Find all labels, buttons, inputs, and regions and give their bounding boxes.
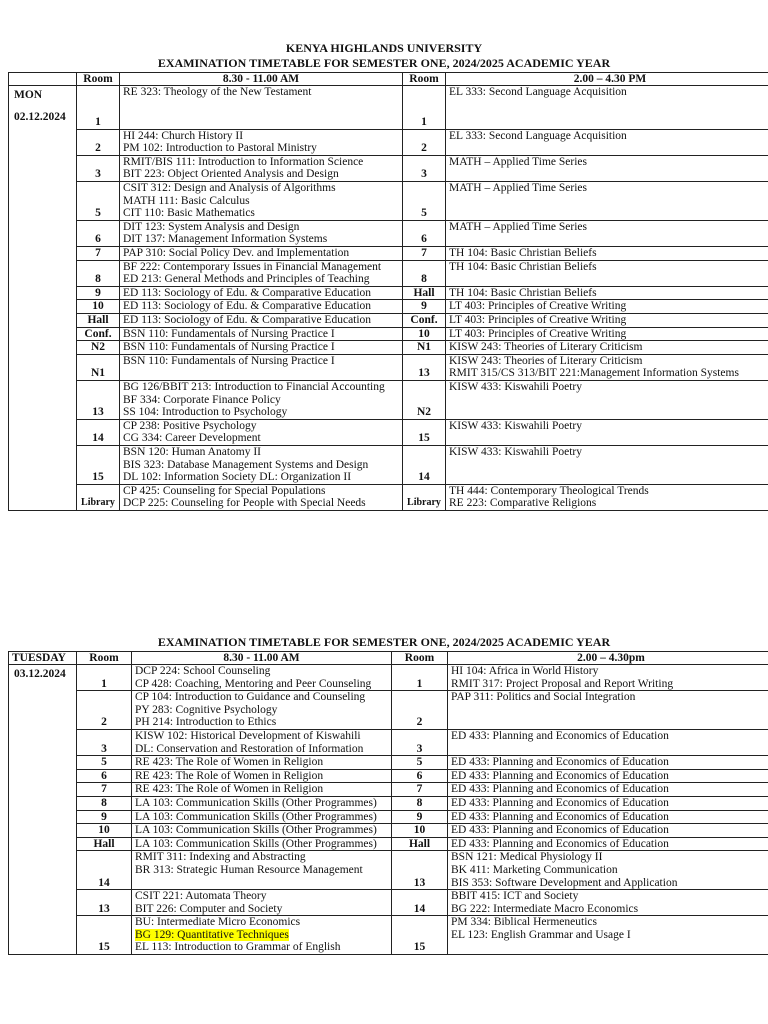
course-entry: PH 214: Introduction to Ethics <box>135 716 277 729</box>
empty-header-cell <box>9 73 77 86</box>
day-column-cell <box>9 796 77 810</box>
course-entry: TH 104: Basic Christian Beliefs <box>449 247 597 260</box>
course-entry: DCP 225: Counseling for People with Special Needs <box>123 497 366 510</box>
course-entry: RMIT 315/CS 313/BIT 221:Management Information Systems <box>449 367 739 380</box>
morning-room-cell: 13 <box>77 380 120 419</box>
day-column-cell <box>9 86 77 130</box>
room-header: Room <box>77 652 132 665</box>
table-row <box>9 796 768 810</box>
table-row <box>9 300 768 314</box>
course-entry: KISW 243: Theories of Literary Criticism <box>449 354 643 367</box>
course-entry: RE 423: The Role of Women in Religion <box>135 783 324 796</box>
afternoon-room-cell: 1 <box>392 665 448 691</box>
afternoon-courses-cell <box>448 810 768 824</box>
afternoon-room-cell: 3 <box>392 729 448 755</box>
afternoon-room-cell: 13 <box>392 851 448 890</box>
course-entry: LA 103: Communication Skills (Other Programmes) <box>135 837 377 850</box>
morning-room-cell: Hall <box>77 314 120 328</box>
afternoon-room-cell: 7 <box>403 247 446 261</box>
morning-courses-cell <box>132 837 392 851</box>
day-label: MON <box>14 89 43 101</box>
morning-courses-cell <box>120 327 403 341</box>
table-row <box>9 380 768 419</box>
morning-courses-cell <box>120 419 403 445</box>
table-row <box>9 824 768 838</box>
day-column-cell <box>9 286 77 300</box>
morning-room-cell: 6 <box>77 769 132 783</box>
afternoon-courses-cell <box>448 796 768 810</box>
afternoon-room-cell: N1 <box>403 341 446 355</box>
morning-courses-cell <box>132 796 392 810</box>
day-column-cell <box>9 810 77 824</box>
course-entry: DL 102: Information Society DL: Organization II <box>123 471 352 484</box>
morning-courses-cell <box>132 729 392 755</box>
course-entry: ED 433: Planning and Economics of Education <box>451 837 669 850</box>
afternoon-session-header: 2.00 – 4.30pm <box>448 652 768 665</box>
morning-room-cell: 1 <box>77 86 120 130</box>
day-column-cell <box>9 341 77 355</box>
morning-room-cell: Library <box>77 484 120 510</box>
afternoon-room-cell: 9 <box>403 300 446 314</box>
day-column-cell <box>9 220 77 246</box>
day-column-cell <box>9 419 77 445</box>
morning-courses-cell <box>120 86 403 130</box>
course-entry: TH 104: Basic Christian Beliefs <box>449 286 597 299</box>
morning-courses-cell <box>132 665 392 691</box>
course-entry: BK 411: Marketing Communication <box>451 863 618 876</box>
morning-courses-cell <box>132 890 392 916</box>
monday-timetable <box>8 72 768 511</box>
afternoon-room-cell: 3 <box>403 155 446 181</box>
morning-courses-cell <box>120 247 403 261</box>
course-entry: CIT 110: Basic Mathematics <box>123 207 255 220</box>
course-entry: KISW 102: Historical Development of Kiswahili <box>135 729 361 742</box>
course-entry: MATH 111: Basic Calculus <box>123 194 250 207</box>
morning-courses-cell <box>120 445 403 484</box>
afternoon-room-cell: 14 <box>392 890 448 916</box>
morning-courses-cell <box>120 129 403 155</box>
course-entry: EL 123: English Grammar and Usage I <box>451 928 631 941</box>
morning-room-cell: 10 <box>77 300 120 314</box>
afternoon-room-cell: 9 <box>392 810 448 824</box>
afternoon-courses-cell <box>446 445 768 484</box>
course-entry: ED 433: Planning and Economics of Education <box>451 769 669 782</box>
course-entry: CSIT 221: Automata Theory <box>135 890 267 903</box>
course-entry: LA 103: Communication Skills (Other Programmes) <box>135 824 377 837</box>
morning-room-cell: Conf. <box>77 327 120 341</box>
afternoon-room-cell: Conf. <box>403 314 446 328</box>
morning-courses-cell <box>120 182 403 221</box>
morning-session-header: 8.30 - 11.00 AM <box>132 652 392 665</box>
table-row <box>9 129 768 155</box>
course-entry: CP 104: Introduction to Guidance and Counseling <box>135 691 366 704</box>
day-column-cell <box>9 445 77 484</box>
morning-courses-cell <box>120 220 403 246</box>
morning-room-cell: 15 <box>77 916 132 955</box>
table-row <box>9 691 768 730</box>
course-entry: RMIT 311: Indexing and Abstracting <box>135 851 306 864</box>
afternoon-courses-cell <box>448 691 768 730</box>
afternoon-courses-cell <box>446 247 768 261</box>
morning-courses-cell <box>132 824 392 838</box>
morning-courses-cell <box>120 300 403 314</box>
afternoon-room-cell: 13 <box>403 354 446 380</box>
table-row <box>9 890 768 916</box>
morning-courses-cell <box>132 769 392 783</box>
morning-room-cell: N1 <box>77 354 120 380</box>
afternoon-courses-cell <box>446 286 768 300</box>
table-row <box>9 86 768 130</box>
course-entry: BG 222: Intermediate Macro Economics <box>451 902 639 915</box>
afternoon-room-cell: 14 <box>403 445 446 484</box>
morning-room-cell: 7 <box>77 783 132 797</box>
afternoon-courses-cell <box>448 665 768 691</box>
course-entry: ED 433: Planning and Economics of Education <box>451 824 669 837</box>
table-row <box>9 314 768 328</box>
course-entry: RE 423: The Role of Women in Religion <box>135 756 324 769</box>
course-entry: HI 244: Church History II <box>123 129 244 142</box>
morning-room-cell: 10 <box>77 824 132 838</box>
course-entry: BIT 223: Object Oriented Analysis and Design <box>123 168 339 181</box>
afternoon-courses-cell <box>446 354 768 380</box>
day-label: TUESDAY <box>9 652 77 665</box>
room-header: Room <box>77 73 120 86</box>
course-entry: RE 223: Comparative Religions <box>449 497 597 510</box>
afternoon-room-cell: 2 <box>392 691 448 730</box>
course-entry: ED 433: Planning and Economics of Education <box>451 783 669 796</box>
day-column-cell <box>9 129 77 155</box>
morning-session-header: 8.30 - 11.00 AM <box>120 73 403 86</box>
afternoon-courses-cell <box>446 155 768 181</box>
afternoon-room-cell: 8 <box>392 796 448 810</box>
afternoon-courses-cell <box>446 484 768 510</box>
course-entry: ED 433: Planning and Economics of Education <box>451 756 669 769</box>
morning-room-cell: 5 <box>77 756 132 770</box>
morning-room-cell: 1 <box>77 665 132 691</box>
afternoon-courses-cell <box>448 916 768 955</box>
afternoon-courses-cell <box>446 300 768 314</box>
afternoon-courses-cell <box>446 341 768 355</box>
table-row <box>9 851 768 890</box>
day-column-cell <box>9 380 77 419</box>
table-row <box>9 327 768 341</box>
day-column-cell <box>9 327 77 341</box>
morning-room-cell: 6 <box>77 220 120 246</box>
course-entry: LA 103: Communication Skills (Other Programmes) <box>135 796 377 809</box>
afternoon-courses-cell <box>448 729 768 755</box>
course-entry: BIS 353: Software Development and Application <box>451 876 678 889</box>
exam-date: 02.12.2024 <box>14 110 66 123</box>
course-entry: KISW 433: Kiswahili Poetry <box>449 380 582 393</box>
course-entry: ED 433: Planning and Economics of Education <box>451 810 669 823</box>
course-entry: CG 334: Career Development <box>123 432 261 445</box>
course-entry: BIT 226: Computer and Society <box>135 902 283 915</box>
table-row <box>9 341 768 355</box>
afternoon-room-cell: 2 <box>403 129 446 155</box>
highlighted-course: BG 129: Quantitative Techniques <box>135 928 289 941</box>
course-entry: CP 428: Coaching, Mentoring and Peer Counseling <box>135 677 372 690</box>
afternoon-room-cell: 15 <box>392 916 448 955</box>
morning-courses-cell <box>120 155 403 181</box>
afternoon-courses-cell <box>448 851 768 890</box>
day-column-cell <box>9 851 77 890</box>
course-entry: BBIT 415: ICT and Society <box>451 890 579 903</box>
afternoon-courses-cell <box>448 783 768 797</box>
afternoon-courses-cell <box>446 220 768 246</box>
morning-room-cell: N2 <box>77 341 120 355</box>
course-entry: LA 103: Communication Skills (Other Programmes) <box>135 810 377 823</box>
afternoon-courses-cell <box>446 182 768 221</box>
morning-courses-cell <box>120 260 403 286</box>
morning-room-cell: 9 <box>77 810 132 824</box>
morning-room-cell: 13 <box>77 890 132 916</box>
course-entry: PAP 310: Social Policy Dev. and Implementation <box>123 247 350 260</box>
day-column-cell <box>9 182 77 221</box>
course-entry: BIS 323: Database Management Systems and Design <box>123 458 369 471</box>
morning-room-cell: 3 <box>77 155 120 181</box>
afternoon-courses-cell <box>448 756 768 770</box>
morning-room-cell: 5 <box>77 182 120 221</box>
afternoon-courses-cell <box>446 327 768 341</box>
morning-courses-cell <box>132 810 392 824</box>
morning-room-cell: Hall <box>77 837 132 851</box>
afternoon-room-cell: 15 <box>403 419 446 445</box>
course-entry: BSN 121: Medical Physiology II <box>451 851 603 864</box>
table-row <box>9 286 768 300</box>
morning-room-cell: 15 <box>77 445 120 484</box>
room-header: Room <box>392 652 448 665</box>
course-entry: HI 104: Africa in World History <box>451 665 599 677</box>
afternoon-courses-cell <box>446 86 768 130</box>
course-entry: DL: Conservation and Restoration of Information <box>135 742 364 755</box>
day-column-cell <box>9 354 77 380</box>
afternoon-room-cell: 10 <box>403 327 446 341</box>
table-row <box>9 445 768 484</box>
course-entry: PM 102: Introduction to Pastoral Ministry <box>123 142 317 155</box>
table-row <box>9 783 768 797</box>
afternoon-room-cell: 7 <box>392 783 448 797</box>
course-entry: ED 213: General Methods and Principles of Teaching <box>123 273 370 286</box>
tuesday-timetable <box>8 651 768 955</box>
afternoon-courses-cell <box>446 260 768 286</box>
course-entry: KISW 433: Kiswahili Poetry <box>449 419 582 432</box>
course-entry: LT 403: Principles of Creative Writing <box>449 314 627 326</box>
course-entry: MATH – Applied Time Series <box>449 182 588 195</box>
afternoon-courses-cell <box>448 824 768 838</box>
afternoon-room-cell: 6 <box>392 769 448 783</box>
course-entry: LT 403: Principles of Creative Writing <box>449 327 627 340</box>
morning-courses-cell <box>132 691 392 730</box>
timetable-title: EXAMINATION TIMETABLE FOR SEMESTER ONE, 2024/2025 ACADEMIC YEAR <box>157 635 611 649</box>
afternoon-courses-cell <box>446 129 768 155</box>
afternoon-room-cell: Library <box>403 484 446 510</box>
table-row <box>9 729 768 755</box>
day-column-cell <box>9 890 77 916</box>
day-column-cell <box>9 247 77 261</box>
table-header-row <box>9 73 768 86</box>
course-entry: CP 425: Counseling for Special Populations <box>123 484 326 497</box>
afternoon-room-cell: 6 <box>403 220 446 246</box>
table-row <box>9 155 768 181</box>
afternoon-courses-cell <box>446 314 768 328</box>
afternoon-room-cell: 5 <box>403 182 446 221</box>
course-entry: BSN 110: Fundamentals of Nursing Practice I <box>123 354 335 367</box>
course-entry: RMIT 317: Project Proposal and Report Writing <box>451 677 674 690</box>
morning-courses-cell <box>120 286 403 300</box>
morning-courses-cell <box>132 916 392 955</box>
day-column-cell <box>9 665 77 691</box>
table-row <box>9 916 768 955</box>
morning-room-cell: 7 <box>77 247 120 261</box>
course-entry: CSIT 312: Design and Analysis of Algorithms <box>123 182 336 195</box>
table-row <box>9 220 768 246</box>
timetable-title: EXAMINATION TIMETABLE FOR SEMESTER ONE, 2024/2025 ACADEMIC YEAR <box>157 56 611 70</box>
table-row <box>9 260 768 286</box>
course-entry: EL 333: Second Language Acquisition <box>449 129 627 142</box>
course-entry: PAP 311: Politics and Social Integration <box>451 691 636 704</box>
day-column-cell <box>9 484 77 510</box>
course-entry: BF 334: Corporate Finance Policy <box>123 393 281 406</box>
morning-room-cell: 8 <box>77 796 132 810</box>
course-entry: RMIT/BIS 111: Introduction to Information Science <box>123 155 364 168</box>
course-entry: BSN 110: Fundamentals of Nursing Practice I <box>123 341 335 354</box>
course-entry: TH 444: Contemporary Theological Trends <box>449 484 649 497</box>
morning-courses-cell <box>132 851 392 890</box>
table-row <box>9 247 768 261</box>
course-entry: RE 323: Theology of the New Testament <box>123 86 312 98</box>
course-entry: EL 113: Introduction to Grammar of English <box>135 941 341 954</box>
table-row <box>9 837 768 851</box>
course-entry: SS 104: Introduction to Psychology <box>123 406 288 419</box>
afternoon-room-cell: 10 <box>392 824 448 838</box>
course-entry: PY 283: Cognitive Psychology <box>135 703 278 716</box>
course-entry: KISW 243: Theories of Literary Criticism <box>449 341 643 354</box>
day-column-cell <box>9 783 77 797</box>
day-column-cell <box>9 155 77 181</box>
morning-courses-cell <box>120 380 403 419</box>
room-header: Room <box>403 73 446 86</box>
table-row <box>9 354 768 380</box>
table-header-row <box>9 652 768 665</box>
table-row <box>9 182 768 221</box>
course-entry: ED 113: Sociology of Edu. & Comparative Education <box>123 300 372 313</box>
table-row <box>9 810 768 824</box>
morning-courses-cell <box>120 354 403 380</box>
morning-room-cell: 3 <box>77 729 132 755</box>
afternoon-room-cell: 1 <box>403 86 446 130</box>
course-entry: TH 104: Basic Christian Beliefs <box>449 260 597 273</box>
day-column-cell <box>9 824 77 838</box>
course-entry: ED 433: Planning and Economics of Education <box>451 796 669 809</box>
university-title: KENYA HIGHLANDS UNIVERSITY <box>285 41 483 55</box>
morning-courses-cell <box>120 484 403 510</box>
day-column-cell <box>9 837 77 851</box>
table-row <box>9 756 768 770</box>
course-entry: DIT 123: System Analysis and Design <box>123 220 300 233</box>
morning-room-cell: 2 <box>77 129 120 155</box>
day-column-cell <box>9 756 77 770</box>
course-entry: MATH – Applied Time Series <box>449 155 588 168</box>
course-entry: KISW 433: Kiswahili Poetry <box>449 445 582 458</box>
afternoon-courses-cell <box>448 890 768 916</box>
afternoon-room-cell: Hall <box>403 286 446 300</box>
day-column-cell <box>9 300 77 314</box>
course-entry <box>135 929 388 942</box>
day-column-cell <box>9 260 77 286</box>
morning-room-cell: 14 <box>77 851 132 890</box>
course-entry: BSN 110: Fundamentals of Nursing Practice I <box>123 327 335 340</box>
course-entry: PM 334: Biblical Hermeneutics <box>451 916 597 929</box>
course-entry: DCP 224: School Counseling <box>135 665 271 677</box>
afternoon-room-cell: 5 <box>392 756 448 770</box>
table-row <box>9 484 768 510</box>
day-column-cell <box>9 691 77 730</box>
table-row <box>9 769 768 783</box>
course-entry: LT 403: Principles of Creative Writing <box>449 300 627 313</box>
afternoon-courses-cell <box>446 419 768 445</box>
course-entry: BU: Intermediate Micro Economics <box>135 916 301 929</box>
course-entry: BF 222: Contemporary Issues in Financial Management <box>123 260 382 273</box>
afternoon-room-cell: 8 <box>403 260 446 286</box>
course-entry: BSN 120: Human Anatomy II <box>123 445 261 458</box>
morning-courses-cell <box>132 783 392 797</box>
afternoon-courses-cell <box>448 769 768 783</box>
morning-room-cell: 9 <box>77 286 120 300</box>
morning-room-cell: 2 <box>77 691 132 730</box>
afternoon-room-cell: N2 <box>403 380 446 419</box>
table-row <box>9 419 768 445</box>
afternoon-courses-cell <box>446 380 768 419</box>
course-entry: ED 433: Planning and Economics of Education <box>451 729 669 742</box>
afternoon-session-header: 2.00 – 4.30 PM <box>446 73 768 86</box>
afternoon-room-cell: Hall <box>392 837 448 851</box>
day-column-cell <box>9 729 77 755</box>
course-entry: CP 238: Positive Psychology <box>123 419 257 432</box>
day-column-cell <box>9 916 77 955</box>
day-column-cell <box>9 314 77 328</box>
course-entry: ED 113: Sociology of Edu. & Comparative Education <box>123 286 372 299</box>
course-entry: BG 126/BBIT 213: Introduction to Financial Accounting <box>123 380 385 393</box>
afternoon-courses-cell <box>448 837 768 851</box>
morning-room-cell: 14 <box>77 419 120 445</box>
morning-courses-cell <box>120 341 403 355</box>
table-row <box>9 665 768 691</box>
morning-courses-cell <box>120 314 403 328</box>
course-entry: EL 333: Second Language Acquisition <box>449 86 627 98</box>
course-entry: ED 113: Sociology of Edu. & Comparative Education <box>123 314 372 326</box>
course-entry: DIT 137: Management Information Systems <box>123 233 328 246</box>
morning-room-cell: 8 <box>77 260 120 286</box>
course-entry: BR 313: Strategic Human Resource Management <box>135 863 363 876</box>
exam-date: 03.12.2024 <box>14 668 66 680</box>
day-column-cell <box>9 769 77 783</box>
morning-courses-cell <box>132 756 392 770</box>
course-entry: MATH – Applied Time Series <box>449 220 588 233</box>
course-entry: RE 423: The Role of Women in Religion <box>135 769 324 782</box>
